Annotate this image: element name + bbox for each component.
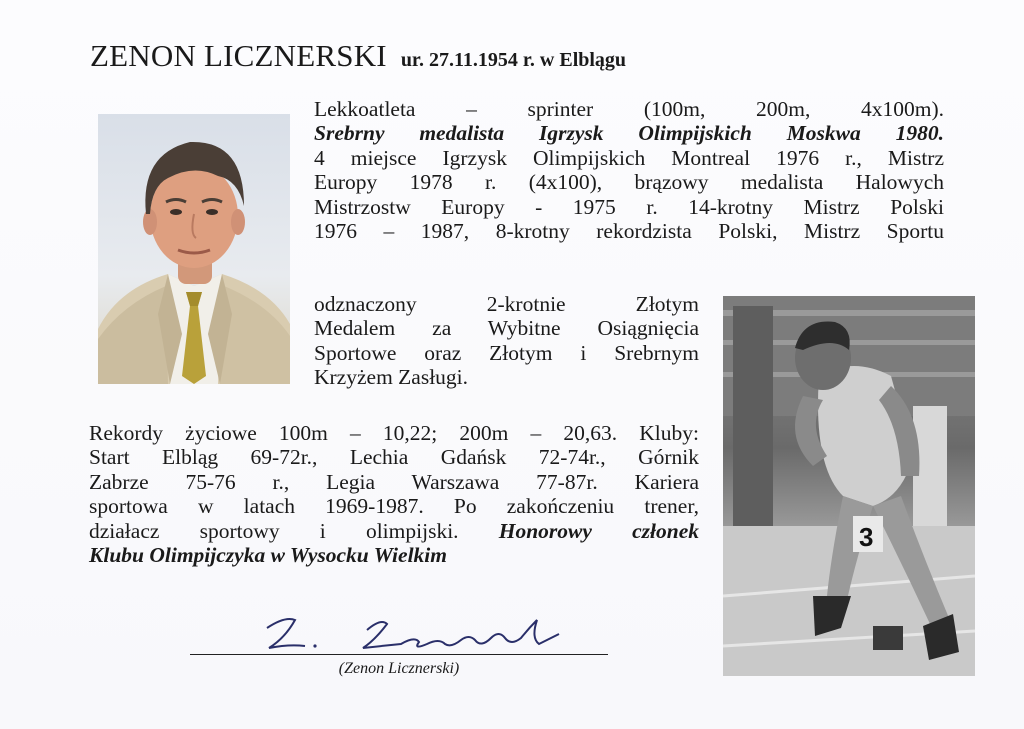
sprinter-icon [723, 296, 975, 676]
bio-line: 1976 – 1987, 8-krotny rekordzista Polski, Mistrz Sportu [314, 218, 944, 243]
birth-info: ur. 27.11.1954 r. w Elblągu [400, 49, 627, 71]
bio-line: Zabrze 75-76 r., Legia Warszawa 77-87r. Kariera [89, 469, 699, 494]
sprinter-photo [723, 296, 975, 676]
bio-line: sportowa w latach 1969-1987. Po zakończeniu trener, [89, 494, 699, 519]
honorary-member-text: Honorowy członek [498, 518, 699, 543]
bib-number: 3 [859, 522, 874, 552]
bio-line: Sportowe oraz Złotym i Srebrnym [314, 340, 699, 365]
bio-paragraph-records [89, 421, 699, 567]
bio-line-mixed [89, 519, 699, 543]
portrait-icon [98, 114, 290, 384]
bio-line: Europy 1978 r. (4x100), brązowy medalista Halowych [314, 170, 944, 195]
header [90, 38, 626, 74]
bio-paragraph-awards [314, 292, 699, 390]
bio-highlight-line: Srebrny medalista Igrzysk Olimpijskich Moskwa 1980. [314, 121, 944, 146]
signature-line [190, 654, 608, 655]
portrait-photo [98, 114, 290, 384]
bio-line: Lekkoatleta – sprinter (100m, 200m, 4x100m). [314, 97, 944, 121]
bio-text: działacz sportowy i olimpijski. [89, 518, 459, 543]
bio-paragraph-main [314, 97, 944, 243]
bio-line: odznaczony 2-krotnie Złotym [314, 292, 699, 316]
bio-line: 4 miejsce Igrzysk Olimpijskich Montreal 1976 r., Mistrz [314, 145, 944, 170]
bio-line: Mistrzostw Europy - 1975 r. 14-krotny Mistrz Polski [314, 194, 944, 219]
bio-line: Medalem za Wybitne Osiągnięcia [314, 316, 699, 341]
honorary-club-text: Klubu Olimpijczyka w Wysocku Wielkim [89, 542, 447, 567]
bio-line: Krzyżem Zasługi. [314, 365, 469, 390]
bio-line: Start Elbląg 69-72r., Lechia Gdańsk 72-74r., Górnik [89, 445, 699, 470]
signature-handwriting [255, 608, 575, 654]
athlete-name: ZENON LICZNERSKI [90, 38, 387, 73]
signature-caption: (Zenon Licznerski) [338, 660, 460, 677]
bio-line: Rekordy życiowe 100m – 10,22; 200m – 20,63. Kluby: [89, 421, 699, 445]
